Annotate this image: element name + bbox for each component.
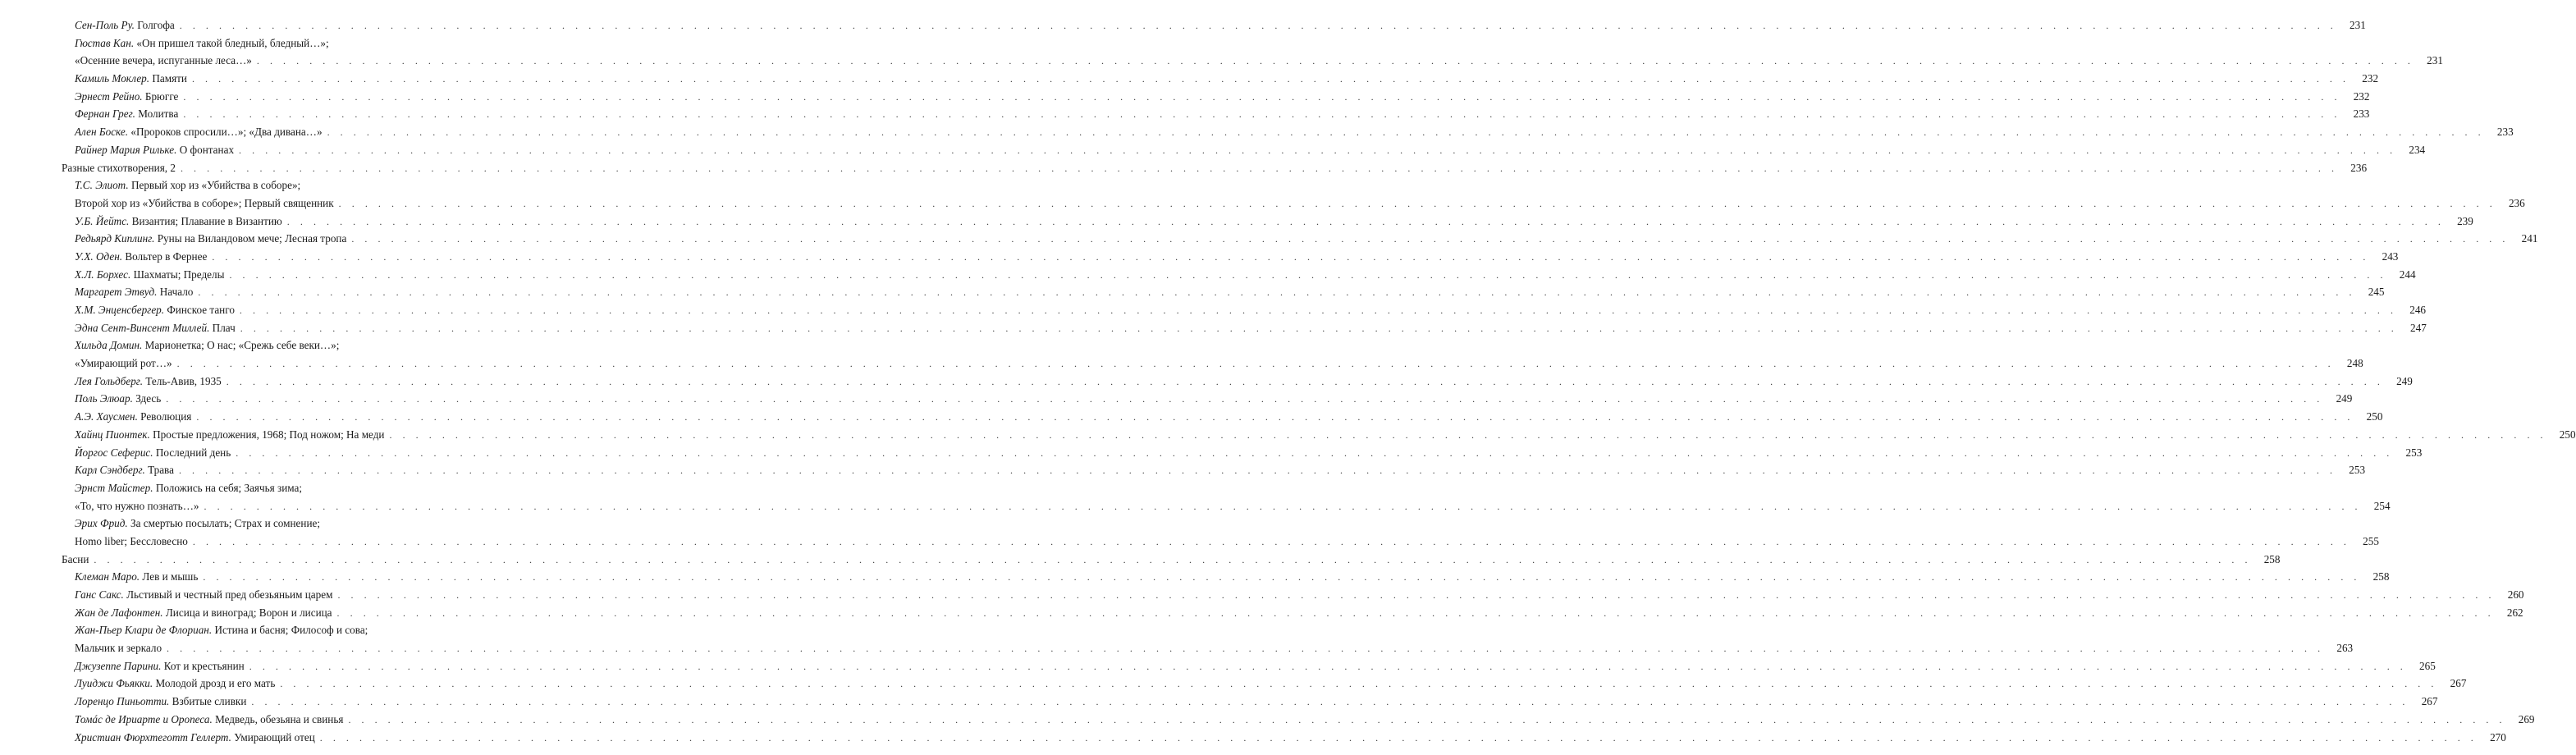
- work-title: Простые предложения, 1968; Под ножом; На меди: [153, 428, 385, 441]
- page-number: 232: [2362, 72, 2379, 85]
- toc-line: [0, 16, 2366, 34]
- toc-line: [0, 88, 2370, 106]
- toc-line-text: [75, 515, 320, 533]
- work-title: За смертью посылать; Страх и сомнение;: [130, 517, 321, 530]
- work-title: Финское танго: [167, 304, 235, 316]
- toc-entry: [0, 34, 2443, 70]
- author-name: Карл Сэндберг.: [75, 464, 145, 477]
- dot-leader: [249, 658, 2407, 676]
- toc-line-text: [62, 551, 89, 569]
- page-number: 233: [2496, 126, 2514, 139]
- toc-line-text: [75, 373, 222, 391]
- dot-leader: [229, 267, 2386, 285]
- dot-leader: [203, 569, 2360, 587]
- author-name: Эрнст Майстер.: [75, 481, 153, 494]
- toc-line-text: [75, 141, 234, 159]
- page-number: 243: [2382, 249, 2399, 263]
- toc-line: [0, 693, 2438, 711]
- toc-line-text: [75, 301, 235, 319]
- author-name: Поль Элюар.: [75, 392, 133, 405]
- toc-entry: [0, 301, 2426, 319]
- dot-leader: [179, 462, 2336, 480]
- page-number: 245: [2368, 286, 2385, 299]
- toc-line-text: [75, 621, 368, 639]
- work-title: Памяти: [152, 72, 187, 85]
- toc-line: [0, 52, 2443, 70]
- work-title: О фонтанах: [179, 143, 235, 156]
- toc-entry: [0, 283, 2385, 301]
- work-title: Молодой дрозд и его мать: [155, 677, 276, 690]
- work-title: Вольтер в Фернее: [125, 249, 208, 263]
- toc-line: [0, 230, 2538, 248]
- work-title: «Он пришел такой бледный, бледный…»;: [136, 36, 329, 49]
- toc-entry: [0, 176, 2525, 212]
- toc-entry: [0, 675, 2467, 693]
- page-number: 262: [2506, 606, 2523, 619]
- work-title: Начало: [159, 286, 194, 299]
- author-name: Х.М. Энценсбергер.: [75, 304, 165, 316]
- page-number: 247: [2410, 321, 2427, 334]
- author-name: Лоренцо Пиньотти.: [75, 695, 170, 708]
- toc-section: [0, 159, 2368, 177]
- author-name: Христиан Фюрхтеготт Геллерт.: [75, 730, 231, 744]
- toc-entry: [0, 230, 2538, 248]
- toc-entry: [0, 444, 2423, 462]
- toc-entry: [0, 693, 2438, 711]
- author-name: У.Б. Йейтс.: [75, 214, 130, 227]
- page-number: 249: [2396, 374, 2413, 387]
- toc-entry: [0, 105, 2370, 123]
- section-title: Разные стихотворения, 2: [62, 161, 176, 174]
- dot-leader: [226, 373, 2384, 391]
- toc-line-text: [75, 213, 282, 231]
- toc-entry: [0, 515, 2379, 550]
- author-name: У.Х. Оден.: [75, 249, 123, 263]
- page-number: 269: [2518, 712, 2535, 725]
- dot-leader: [337, 587, 2495, 605]
- work-title: «То, что нужно познать…»: [75, 499, 199, 512]
- toc-line: [0, 213, 2473, 231]
- author-name: Йоргос Сеферис.: [75, 446, 153, 459]
- dot-leader: [320, 730, 2478, 748]
- toc-line-text: [75, 497, 199, 515]
- author-name: Лея Гольдберг.: [75, 374, 144, 387]
- page-number: 231: [2350, 19, 2366, 31]
- dot-leader: [180, 17, 2337, 35]
- work-title: Медведь, обезьяна и свинья: [215, 712, 344, 725]
- toc-line: [0, 533, 2379, 551]
- page-number: 239: [2457, 214, 2473, 227]
- author-name: Хайнц Пионтек.: [75, 428, 150, 441]
- work-title: Взбитые сливки: [172, 695, 247, 708]
- author-name: Гюстав Кан.: [75, 36, 135, 49]
- author-name: Сен-Поль Ру.: [75, 19, 135, 31]
- toc-line: [0, 301, 2426, 319]
- dot-leader: [239, 142, 2396, 160]
- author-name: Камиль Моклер.: [75, 72, 150, 85]
- page-number: 270: [2490, 730, 2506, 744]
- toc-line-text: [75, 729, 315, 747]
- toc-line-text: [75, 283, 193, 301]
- page-number: 258: [2263, 552, 2281, 565]
- dot-leader: [94, 551, 2251, 570]
- page-number: 253: [2349, 464, 2366, 477]
- work-title: Шахматы; Пределы: [133, 268, 225, 281]
- page-number: 265: [2419, 659, 2436, 672]
- author-name: Хильда Домин.: [75, 339, 143, 352]
- toc-line: [0, 497, 2391, 515]
- toc-line-text: [75, 568, 198, 586]
- work-title: Истина и басня; Философ и сова;: [214, 624, 368, 637]
- toc-line-text: [75, 675, 275, 693]
- dot-leader: [327, 124, 2485, 142]
- toc-entry: [0, 426, 2576, 444]
- toc-line: [0, 408, 2383, 426]
- toc-line-text: [75, 88, 178, 106]
- page-number: 255: [2363, 534, 2379, 547]
- toc-line-text: [75, 355, 172, 373]
- author-name: Клеман Маро.: [75, 570, 140, 583]
- toc-line: [0, 657, 2436, 675]
- dot-leader: [280, 675, 2437, 693]
- toc-line: [0, 711, 2535, 729]
- dot-leader: [240, 320, 2398, 338]
- author-name: Джузеппе Парини.: [75, 659, 162, 672]
- page-number: 248: [2346, 357, 2363, 370]
- page-number: 254: [2373, 499, 2391, 512]
- page-number: 249: [2336, 392, 2353, 405]
- toc-line-text: [62, 159, 176, 177]
- page-number: 267: [2421, 695, 2438, 708]
- work-title: Брюгге: [144, 89, 179, 103]
- work-title: «Осенние вечера, испуганные леса…»: [75, 54, 252, 67]
- page-number: 267: [2450, 677, 2467, 690]
- toc-line-text: [75, 657, 245, 675]
- toc-line-text: [75, 444, 231, 462]
- toc-entry: [0, 408, 2383, 426]
- work-title: Тель-Авив, 1935: [145, 374, 222, 387]
- dot-leader: [193, 533, 2350, 551]
- toc-line-text: [75, 123, 323, 141]
- page-number: 244: [2399, 268, 2416, 281]
- author-name: Жан де Лафонтен.: [75, 606, 163, 619]
- toc-entry: [0, 266, 2416, 284]
- work-title: Трава: [148, 464, 174, 477]
- toc-line-text: [75, 230, 346, 248]
- work-title: Лев и мышь: [142, 570, 199, 583]
- toc-line: [0, 479, 488, 497]
- work-title: Молитва: [138, 108, 179, 121]
- toc-line: [0, 159, 2368, 177]
- work-title: «Умирающий рот…»: [75, 357, 172, 370]
- work-title: Руны на Виландовом мече; Лесная тропа: [157, 232, 347, 245]
- author-name: Эдна Сент-Винсент Миллей.: [75, 321, 210, 334]
- toc-line-text: [75, 105, 178, 123]
- toc-line: [0, 426, 2576, 444]
- author-name: Эрнест Рейно.: [75, 89, 143, 103]
- toc-section: [0, 551, 2281, 569]
- toc-entry: [0, 586, 2524, 604]
- author-name: Ален Боске.: [75, 126, 129, 139]
- toc-entry: [0, 657, 2436, 675]
- toc-entry: [0, 604, 2523, 622]
- dot-leader: [167, 640, 2324, 658]
- page-number: 232: [2353, 89, 2370, 103]
- page-number: 250: [2366, 410, 2383, 423]
- dot-leader: [198, 284, 2355, 302]
- dot-leader: [181, 160, 2338, 178]
- page-number: 250: [2559, 428, 2576, 441]
- dot-leader: [177, 355, 2335, 373]
- work-title: Византия; Плавание в Византию: [131, 214, 282, 227]
- toc-line: [0, 283, 2385, 301]
- dot-leader: [192, 71, 2350, 89]
- toc-line-text: [75, 693, 246, 711]
- toc-entry: [0, 621, 2354, 657]
- work-title: Марионетка; О нас; «Срежь себе веки…»;: [144, 339, 340, 352]
- author-name: Эрих Фрид.: [75, 517, 128, 530]
- toc-line: [0, 194, 2525, 213]
- page-number: 246: [2409, 304, 2426, 316]
- page-number: 258: [2372, 570, 2390, 583]
- dot-leader: [240, 302, 2397, 320]
- work-title: Homo liber; Бессловесно: [75, 534, 188, 547]
- toc-line: [0, 336, 488, 355]
- work-title: «Пророков спросили…»; «Два дивана…»: [130, 126, 323, 139]
- toc-line-text: [75, 533, 188, 551]
- toc-line: [0, 621, 488, 639]
- toc-line: [0, 515, 488, 533]
- author-name: Жан-Пьер Клари де Флориан.: [75, 624, 213, 637]
- dot-leader: [339, 195, 2496, 213]
- author-name: Томáс де Ириарте и Оропеса.: [75, 712, 213, 725]
- page-number: 234: [2409, 143, 2426, 156]
- toc-line: [0, 141, 2426, 159]
- author-name: Маргарет Этвуд.: [75, 286, 158, 299]
- toc-line-text: [75, 176, 300, 194]
- toc-line-text: [75, 586, 332, 604]
- dot-leader: [257, 53, 2414, 71]
- toc-line: [0, 729, 2506, 747]
- dot-leader: [348, 712, 2505, 730]
- toc-line: [0, 266, 2416, 284]
- author-name: А.Э. Хаусмен.: [75, 410, 138, 423]
- author-name: Луиджи Фьякки.: [75, 677, 153, 690]
- dot-leader: [212, 249, 2369, 267]
- toc-line: [0, 34, 488, 53]
- toc-entry: [0, 729, 2506, 747]
- toc-line: [0, 568, 2390, 586]
- toc-entry: [0, 390, 2353, 408]
- toc-line-text: [75, 479, 302, 497]
- toc-line: [0, 675, 2467, 693]
- toc-line-text: [75, 194, 334, 213]
- page-number: 263: [2336, 642, 2354, 655]
- toc-entry: [0, 141, 2426, 159]
- work-title: Льстивый и честный пред обезьяньим царем: [126, 588, 333, 601]
- toc-entry: [0, 479, 2391, 515]
- page-number: 233: [2353, 108, 2370, 121]
- toc-entry: [0, 248, 2399, 266]
- toc-line: [0, 355, 2363, 373]
- page-number: 241: [2521, 232, 2538, 245]
- toc-entry: [0, 123, 2514, 141]
- toc-entry: [0, 461, 2366, 479]
- dot-leader: [251, 693, 2409, 712]
- toc-line: [0, 586, 2524, 604]
- toc-entry: [0, 568, 2390, 586]
- toc-line: [0, 604, 2523, 622]
- toc-entry: [0, 336, 2363, 372]
- toc-line-text: [75, 604, 332, 622]
- toc-line: [0, 461, 2366, 479]
- toc-line-text: [75, 70, 187, 88]
- author-name: Ганс Сакс.: [75, 588, 124, 601]
- work-title: Последний день: [155, 446, 231, 459]
- toc-line-text: [75, 34, 329, 53]
- toc-line: [0, 248, 2399, 266]
- toc-line: [0, 444, 2423, 462]
- page-number: 236: [2350, 161, 2368, 174]
- toc-line: [0, 123, 2514, 141]
- toc-entry: [0, 88, 2370, 106]
- section-title: Басни: [62, 552, 89, 565]
- dot-leader: [337, 605, 2495, 623]
- toc-line-text: [75, 461, 174, 479]
- toc-line-text: [75, 16, 175, 34]
- toc-line: [0, 70, 2379, 88]
- work-title: Кот и крестьянин: [163, 659, 245, 672]
- toc-line-text: [75, 266, 224, 284]
- dot-leader: [351, 231, 2509, 249]
- dot-leader: [183, 106, 2340, 124]
- work-title: Революция: [140, 410, 192, 423]
- dot-leader: [196, 409, 2354, 427]
- toc-line-text: [75, 336, 339, 355]
- toc-line-text: [75, 52, 252, 70]
- toc-line: [0, 319, 2427, 337]
- toc-entry: [0, 70, 2379, 88]
- page-number: 260: [2507, 588, 2524, 601]
- toc-entry: [0, 16, 2366, 34]
- author-name: Райнер Мария Рильке.: [75, 143, 177, 156]
- page-number: 236: [2508, 196, 2525, 209]
- work-title: Лисица и виноград; Ворон и лисица: [165, 606, 332, 619]
- work-title: Второй хор из «Убийства в соборе»; Первый священник: [75, 196, 334, 209]
- toc-line-text: [75, 426, 385, 444]
- toc-line: [0, 373, 2413, 391]
- toc-line-text: [75, 639, 162, 657]
- dot-leader: [183, 89, 2340, 107]
- dot-leader: [287, 213, 2445, 231]
- author-name: Фернан Грег.: [75, 108, 135, 121]
- toc-line: [0, 105, 2370, 123]
- table-of-contents: [0, 16, 2576, 746]
- work-title: Положись на себя; Заячья зима;: [155, 481, 303, 494]
- dot-leader: [390, 427, 2547, 445]
- page-number: 231: [2427, 54, 2443, 67]
- toc-line-text: [75, 408, 191, 426]
- dot-leader: [204, 498, 2361, 516]
- work-title: Голгофа: [137, 19, 175, 31]
- toc-line: [0, 639, 2354, 657]
- toc-line-text: [75, 390, 161, 408]
- work-title: Первый хор из «Убийства в соборе»;: [130, 179, 301, 192]
- work-title: Здесь: [135, 392, 162, 405]
- toc-line: [0, 551, 2281, 569]
- work-title: Мальчик и зеркало: [75, 642, 162, 655]
- toc-line-text: [75, 248, 207, 266]
- author-name: Т.С. Элиот.: [75, 179, 129, 192]
- work-title: Плач: [212, 321, 236, 334]
- toc-entry: [0, 213, 2473, 231]
- work-title: Умирающий отец: [234, 730, 315, 744]
- toc-line-text: [75, 319, 236, 337]
- dot-leader: [236, 445, 2393, 463]
- toc-line-text: [75, 711, 343, 729]
- author-name: Редьярд Киплинг.: [75, 232, 155, 245]
- toc-entry: [0, 373, 2413, 391]
- page-number: 253: [2405, 446, 2423, 459]
- dot-leader: [166, 391, 2323, 409]
- toc-line: [0, 390, 2353, 408]
- toc-line: [0, 176, 488, 194]
- author-name: Х.Л. Борхес.: [75, 268, 131, 281]
- toc-entry: [0, 319, 2427, 337]
- toc-entry: [0, 711, 2535, 729]
